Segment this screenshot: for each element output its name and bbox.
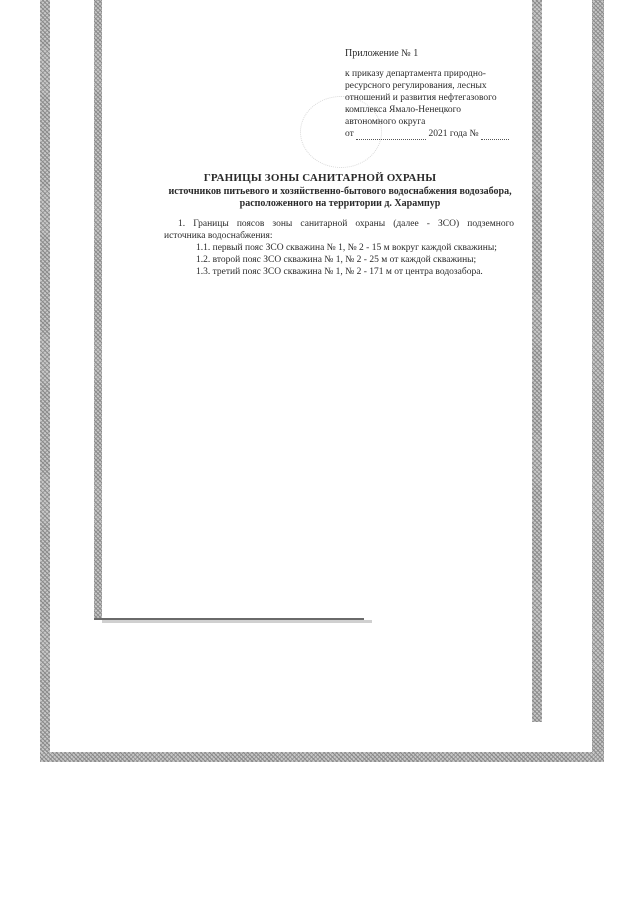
document-subtitle: источников питьевого и хозяйственно-бытового водоснабжения водозабора, — [168, 186, 512, 197]
list-item: 1.1. первый пояс ЗСО скважина № 1, № 2 - 15 м вокруг каждой скважины; — [196, 243, 497, 253]
inner-border-right — [532, 0, 542, 722]
inner-border-shadow — [102, 620, 372, 623]
list-item: 1.3. третий пояс ЗСО скважина № 1, № 2 - 171 м от центра водозабора. — [196, 267, 483, 277]
intro-paragraph: 1. Границы поясов зоны санитарной охраны (далее - ЗСО) подземного — [178, 219, 514, 229]
order-line: автономного округа — [345, 117, 426, 127]
date-prefix: от — [345, 129, 354, 139]
appendix-label: Приложение № 1 — [345, 48, 419, 59]
order-date-line — [345, 128, 509, 140]
document-subtitle: расположенного на территории д. Харампур — [239, 198, 441, 209]
order-line: к приказу департамента природно- — [345, 69, 486, 79]
number-blank — [481, 129, 509, 140]
date-year: 2021 года № — [428, 129, 479, 139]
document-title: ГРАНИЦЫ ЗОНЫ САНИТАРНОЙ ОХРАНЫ — [203, 172, 437, 184]
order-line: отношений и развития нефтегазового — [345, 93, 497, 103]
list-item: 1.2. второй пояс ЗСО скважина № 1, № 2 - 25 м от каждой скважины; — [196, 255, 477, 265]
date-blank — [356, 129, 426, 140]
inner-border-left — [94, 0, 102, 620]
scan-border-left — [40, 0, 50, 762]
order-line: ресурсного регулирования, лесных — [345, 81, 487, 91]
scan-border-bottom — [40, 752, 604, 762]
scan-border-right — [592, 0, 604, 762]
intro-paragraph-cont: источника водоснабжения: — [164, 231, 273, 241]
order-line: комплекса Ямало-Ненецкого — [345, 105, 462, 115]
